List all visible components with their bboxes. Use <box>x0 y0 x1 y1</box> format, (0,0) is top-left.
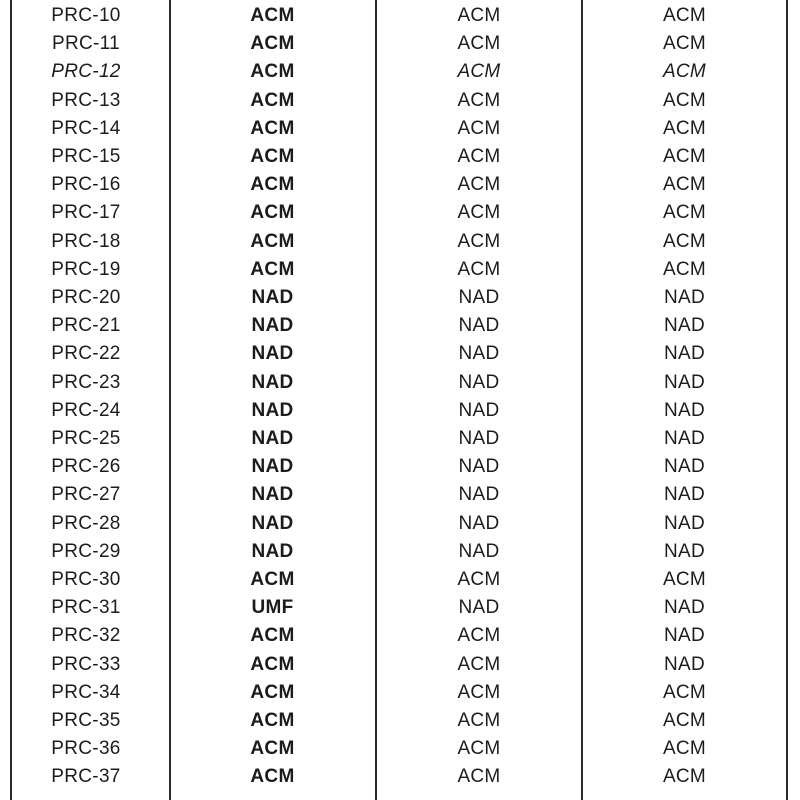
table-row <box>0 594 800 622</box>
result-a-cell: ACM <box>250 738 295 760</box>
table-row <box>0 538 800 566</box>
sample-id-cell: PRC-27 <box>51 484 121 506</box>
result-a-cell: ACM <box>250 710 295 731</box>
result-b-cell: ACM <box>457 61 501 83</box>
result-b-cell: ACM <box>457 33 501 55</box>
result-a-cell: ACM <box>250 89 295 111</box>
table-row <box>0 228 800 256</box>
table-row <box>0 58 800 86</box>
result-a-cell: ACM <box>250 230 295 252</box>
result-b-cell: ACM <box>457 230 501 252</box>
result-c-cell: NAD <box>663 597 705 619</box>
sample-id-cell: PRC-26 <box>51 456 121 478</box>
result-b-cell: ACM <box>457 625 501 647</box>
result-a-cell: ACM <box>250 625 295 647</box>
sample-id-cell: PRC-19 <box>51 258 121 280</box>
result-a-cell: ACM <box>250 5 295 26</box>
sample-id-cell: PRC-10 <box>51 5 121 26</box>
result-b-cell: ACM <box>457 146 501 167</box>
sample-id-cell: PRC-14 <box>51 117 121 139</box>
result-c-cell: ACM <box>662 61 707 83</box>
result-c-cell: NAD <box>663 315 705 337</box>
table-row <box>0 312 800 340</box>
sample-id-cell: PRC-36 <box>51 738 121 760</box>
sample-id-cell: PRC-17 <box>51 202 121 224</box>
result-a-cell: NAD <box>251 512 294 534</box>
result-b-cell: ACM <box>457 653 501 675</box>
table-row <box>0 2 800 30</box>
result-b-cell: NAD <box>458 315 500 337</box>
table-row <box>0 622 800 650</box>
result-a-cell: NAD <box>251 456 294 478</box>
table-row <box>0 87 800 115</box>
result-b-cell: ACM <box>457 89 501 111</box>
result-b-cell: NAD <box>458 371 500 393</box>
result-b-cell: NAD <box>458 597 500 619</box>
result-c-cell: ACM <box>662 5 707 26</box>
result-c-cell: NAD <box>663 399 705 421</box>
sample-id-cell: PRC-24 <box>51 399 121 421</box>
sample-id-cell: PRC-20 <box>51 287 121 308</box>
result-c-cell: ACM <box>662 33 707 55</box>
result-c-cell: ACM <box>662 738 707 760</box>
result-a-cell: ACM <box>250 146 295 167</box>
table-row <box>0 284 800 312</box>
result-c-cell: ACM <box>662 569 707 590</box>
result-a-cell: NAD <box>251 428 294 449</box>
result-a-cell: ACM <box>250 258 295 280</box>
result-c-cell: ACM <box>662 766 707 788</box>
result-a-cell: NAD <box>251 343 294 365</box>
result-b-cell: ACM <box>457 766 501 788</box>
sample-id-cell: PRC-37 <box>51 766 121 788</box>
table-row <box>0 566 800 594</box>
result-c-cell: ACM <box>662 174 707 196</box>
table-row <box>0 679 800 707</box>
sample-id-cell: PRC-25 <box>51 428 121 449</box>
result-c-cell: NAD <box>663 456 705 478</box>
result-a-cell: NAD <box>251 287 294 308</box>
sample-id-cell: PRC-31 <box>51 597 121 619</box>
sample-id-cell: PRC-11 <box>52 33 120 55</box>
result-a-cell: NAD <box>251 315 294 337</box>
result-b-cell: ACM <box>457 117 501 139</box>
table-row <box>0 481 800 509</box>
result-a-cell: ACM <box>250 766 295 788</box>
result-a-cell: NAD <box>251 540 294 562</box>
result-c-cell: NAD <box>663 428 705 449</box>
sample-id-cell: PRC-29 <box>51 540 121 562</box>
result-b-cell: NAD <box>458 484 500 506</box>
table-row <box>0 735 800 763</box>
sample-id-cell: PRC-32 <box>51 625 121 647</box>
table-row <box>0 256 800 284</box>
result-a-cell: NAD <box>251 371 294 393</box>
result-a-cell: NAD <box>251 399 294 421</box>
table-row <box>0 453 800 481</box>
result-c-cell: ACM <box>662 710 707 731</box>
result-c-cell: NAD <box>663 625 705 647</box>
result-c-cell: NAD <box>663 653 705 675</box>
result-b-cell: NAD <box>458 540 500 562</box>
result-a-cell: ACM <box>250 569 295 590</box>
result-a-cell: ACM <box>250 681 295 703</box>
sample-id-cell: PRC-13 <box>51 89 121 111</box>
sample-id-cell: PRC-21 <box>51 315 121 337</box>
sample-id-cell: PRC-12 <box>51 61 121 83</box>
result-c-cell: NAD <box>663 512 705 534</box>
result-b-cell: ACM <box>457 738 501 760</box>
result-c-cell: ACM <box>662 89 707 111</box>
result-c-cell: NAD <box>663 343 705 365</box>
result-b-cell: ACM <box>457 202 501 224</box>
result-c-cell: ACM <box>662 202 707 224</box>
result-b-cell: ACM <box>457 258 501 280</box>
result-a-cell: ACM <box>250 202 295 224</box>
sample-id-cell: PRC-16 <box>51 174 121 196</box>
result-b-cell: ACM <box>457 174 501 196</box>
result-b-cell: ACM <box>457 710 501 731</box>
table-row <box>0 425 800 453</box>
result-a-cell: UMF <box>251 597 294 619</box>
result-c-cell: ACM <box>662 230 707 252</box>
sample-id-cell: PRC-22 <box>51 343 121 365</box>
result-a-cell: ACM <box>250 117 295 139</box>
result-b-cell: NAD <box>458 456 500 478</box>
result-b-cell: NAD <box>458 399 500 421</box>
result-c-cell: NAD <box>663 540 705 562</box>
result-c-cell: ACM <box>662 117 707 139</box>
result-b-cell: NAD <box>458 428 500 449</box>
result-a-cell: ACM <box>250 61 295 83</box>
table-row <box>0 143 800 171</box>
result-b-cell: NAD <box>458 512 500 534</box>
sample-id-cell: PRC-18 <box>51 230 121 252</box>
result-b-cell: NAD <box>458 343 500 365</box>
sample-id-cell: PRC-23 <box>51 371 121 393</box>
sample-id-cell: PRC-15 <box>51 146 121 167</box>
result-b-cell: NAD <box>458 287 500 308</box>
table-row <box>0 171 800 199</box>
table-row <box>0 369 800 397</box>
result-b-cell: ACM <box>457 681 501 703</box>
table-row <box>0 651 800 679</box>
table-row <box>0 707 800 735</box>
sample-id-cell: PRC-30 <box>51 569 121 590</box>
table-row <box>0 30 800 58</box>
table-row <box>0 397 800 425</box>
sample-id-cell: PRC-34 <box>51 681 121 703</box>
result-c-cell: ACM <box>662 146 707 167</box>
table-row <box>0 510 800 538</box>
result-b-cell: ACM <box>457 569 501 590</box>
table-row <box>0 199 800 227</box>
result-a-cell: NAD <box>251 484 294 506</box>
result-a-cell: ACM <box>250 653 295 675</box>
result-c-cell: NAD <box>663 484 705 506</box>
result-b-cell: ACM <box>457 5 501 26</box>
sample-id-cell: PRC-28 <box>51 512 121 534</box>
result-a-cell: ACM <box>250 174 295 196</box>
sample-id-cell: PRC-35 <box>51 710 121 731</box>
sample-id-cell: PRC-33 <box>51 653 121 675</box>
result-c-cell: NAD <box>663 371 705 393</box>
result-c-cell: ACM <box>662 681 707 703</box>
table-row <box>0 340 800 368</box>
result-c-cell: ACM <box>662 258 707 280</box>
table-row <box>0 763 800 791</box>
table-row <box>0 115 800 143</box>
result-a-cell: ACM <box>250 33 295 55</box>
result-c-cell: NAD <box>663 287 705 308</box>
